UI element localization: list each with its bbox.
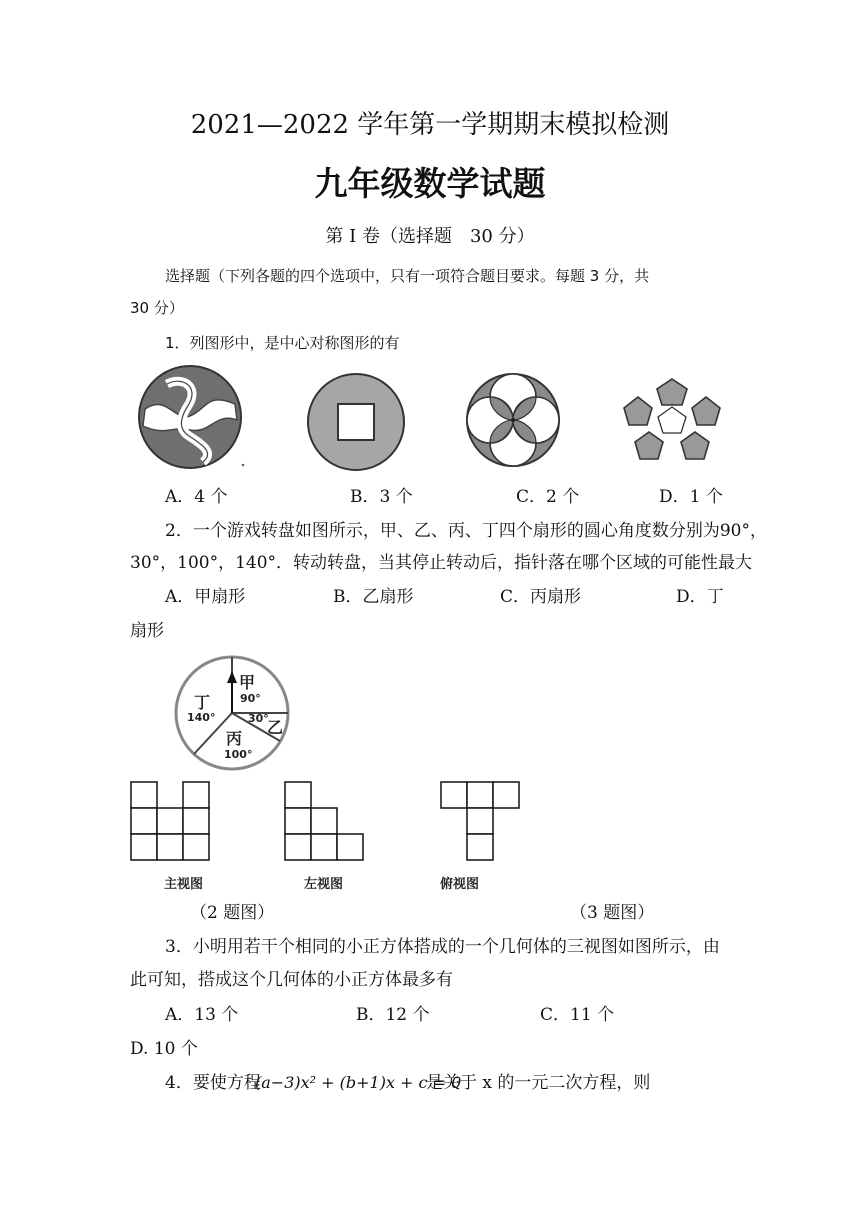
left-view-grid — [284, 781, 364, 861]
q4-equation: (a−3)x² + (b+1)x + c = 0 — [255, 1073, 462, 1092]
spinner-angle-bing: 100° — [224, 748, 253, 761]
q2-option-d-wrap: 扇形 — [130, 621, 164, 641]
q4-prefix: 4．要使方程 — [165, 1073, 261, 1093]
q1-option-a: A．4 个 — [165, 487, 228, 507]
q1-option-d: D．1 个 — [659, 487, 723, 507]
spinner-label-bing: 丙 — [226, 729, 243, 748]
q2-line2: 30°，100°，140°．转动转盘，当其停止转动后，指针落在哪个区域的可能性最大 — [130, 553, 753, 573]
instructions-line1: 选择题（下列各题的四个选项中，只有一项符合题目要求。每题 3 分，共 — [165, 267, 650, 285]
instructions-line2: 30 分） — [130, 299, 184, 317]
q4-suffix: 是关于 x 的一元二次方程，则 — [426, 1073, 651, 1093]
q1-figure-coin — [306, 372, 406, 472]
left-view-label: 左视图 — [304, 877, 344, 892]
spinner-label-ding: 丁 — [194, 693, 211, 712]
spinner-angle-ding: 140° — [187, 711, 216, 724]
q1-option-b: B．3 个 — [350, 487, 413, 507]
top-view-grid — [440, 781, 520, 861]
q2-option-c: C．丙扇形 — [500, 587, 582, 607]
q3-option-b: B．12 个 — [356, 1005, 430, 1025]
q3-line1: 3．小明用若干个相同的小正方体搭成的一个几何体的三视图如图所示，由 — [165, 937, 720, 957]
exam-title: 2021—2022 学年第一学期期末模拟检测 — [190, 110, 670, 140]
q2-option-a: A．甲扇形 — [165, 587, 246, 607]
q1-figure-pentagons — [620, 377, 724, 465]
section-heading: 第 I 卷（选择题 30 分） — [325, 226, 535, 247]
q3-option-d: D. 10 个 — [130, 1039, 198, 1059]
q3-option-a: A．13 个 — [165, 1005, 239, 1025]
q3-option-c: C．11 个 — [540, 1005, 615, 1025]
q2-option-b: B．乙扇形 — [333, 587, 414, 607]
q3-line2: 此可知，搭成这个几何体的小正方体最多有 — [130, 970, 453, 990]
q3-figure-caption: （3 题图） — [570, 903, 655, 923]
exam-subtitle: 九年级数学试题 — [314, 164, 546, 203]
q1-figure-petals — [464, 371, 562, 469]
spinner-label-jia: 甲 — [239, 673, 256, 692]
top-view-label: 俯视图 — [440, 877, 480, 892]
q1-stem: 1．列图形中，是中心对称图形的有 — [165, 334, 400, 352]
spinner-angle-jia: 90° — [240, 692, 261, 705]
q2-line1: 2．一个游戏转盘如图所示，甲、乙、丙、丁四个扇形的圆心角度数分别为90°， — [165, 521, 767, 541]
q2-option-d: D．丁 — [676, 587, 724, 607]
q1-figure-yinyang — [137, 364, 243, 470]
spinner-angle-yi: 30° — [248, 712, 269, 725]
front-view-grid — [130, 781, 210, 861]
q1-option-c: C．2 个 — [516, 487, 580, 507]
q2-figure-caption: （2 题图） — [190, 903, 275, 923]
front-view-label: 主视图 — [164, 877, 204, 892]
spinner-label-yi: 乙 — [267, 718, 284, 737]
